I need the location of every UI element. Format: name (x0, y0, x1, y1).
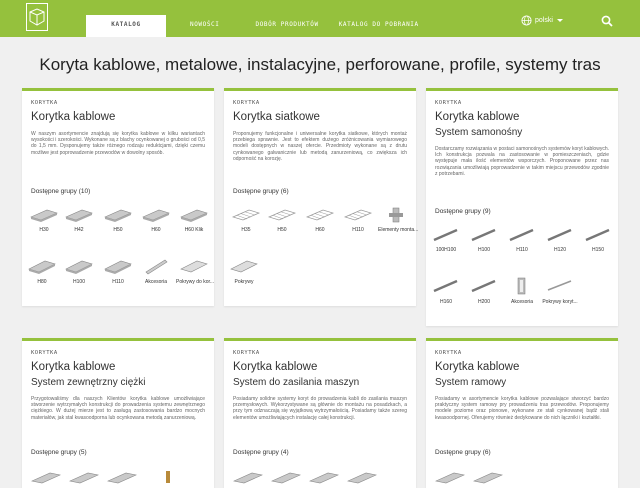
product-label: Pokrywy do kor... (176, 279, 215, 285)
product-label: 100H100 (435, 247, 457, 253)
product-label: Akcesoria (511, 299, 533, 305)
card-description: Posiadamy solidne systemy koryt do prowadzenia kabli do zasilania maszyn przemysłowych. Wykorzystywane są głównie do montażu na posadzkach, a przy tym odznaczają się wyjątkową wytrzymałością. Posiadamy także szereg elementów umożliwiających instalację całej konstrukcji. (233, 396, 407, 421)
product-label: Pokrywy (234, 279, 254, 285)
cable-tray-icon (30, 467, 210, 483)
product-tile[interactable] (542, 277, 578, 306)
groups-count: Dostępne grupy (4) (233, 449, 289, 456)
globe-icon (521, 15, 532, 26)
product-tile[interactable] (61, 207, 97, 234)
language-label: polski (535, 17, 553, 24)
card-subtitle: System zewnętrzny ciężki (31, 377, 146, 388)
product-label: H160 (440, 299, 452, 305)
support-rail-icon (469, 227, 499, 243)
product-tile[interactable] (100, 207, 136, 234)
product-label: H110 (112, 279, 124, 285)
card-category: KORYTKA (435, 350, 462, 356)
support-rail-icon (583, 227, 613, 243)
card-title[interactable]: Korytka kablowe (31, 111, 116, 123)
card-description: Dostarczamy rozwiązania w postaci samonośnych systemów koryt kablowych. Ich konstrukcja pozwala na zastosowanie w pomieszczeniach, gdzie występuje mała ilość elementów wsporczych. Proponowane przez nas rozwiązania umożliwiają poprowadzenie w takim miejscu przewodów zgodnie z potrzebami. (435, 146, 609, 177)
support-rail-icon (545, 227, 575, 243)
cable-tray-icon (179, 207, 209, 223)
nav-dobor-produktow[interactable]: DOBÓR PRODUKTÓW (255, 21, 319, 28)
product-tile[interactable] (61, 257, 97, 286)
language-selector[interactable] (521, 15, 563, 26)
page-title: Koryta kablowe, metalowe, instalacyjne, perforowane, profile, systemy tras (39, 55, 601, 74)
tray-cover-icon (229, 257, 259, 275)
card-description: W naszym asortymencie znajdują się korytka kablowe w kilku wariantach wysokości i szerokości. Wykonane są z blachy ocynkowanej o grubości od 0,5 do 1,5 mm. Dysponujemy także różnego rodzaju reduktcjami, dzięki czemu możliwe jest poprowadzenie przewodów w dowolny sposób. (31, 131, 205, 156)
card-title[interactable]: Korytka kablowe (435, 111, 520, 123)
cable-tray-icon (64, 207, 94, 223)
card-description: Przygotowaliśmy dla naszych Klientów korytka kablowe umożliwiające stworzenie wytrzymałych konstrukcji do prowadzenia systemu zewnętrznego ciężkiego. W dużej mierze jest to zasługą zastosowania bardzo mocnych materiałów, jak stal kwasoodporna lub ocynkowana metodą zanurzeniową. (31, 396, 205, 421)
product-tile[interactable] (138, 207, 174, 234)
card-title[interactable]: Korytka kablowe (233, 361, 318, 373)
product-tile[interactable] (340, 207, 376, 234)
card-title[interactable]: Korytka kablowe (31, 361, 116, 373)
main-nav (86, 15, 419, 37)
cable-tray-icon (232, 467, 412, 483)
card-category: KORYTKA (31, 100, 58, 106)
groups-count: Dostępne grupy (10) (31, 188, 91, 195)
product-tile[interactable] (176, 207, 212, 234)
card-title[interactable]: Korytka kablowe (435, 361, 520, 373)
tray-accessory-icon (141, 257, 171, 275)
cable-tray-icon (29, 207, 59, 223)
product-label: H50 (277, 227, 287, 233)
card-description: Proponujemy funkcjonalne i uniwersalne korytka siatkowe, których montaż przebiega sprawnie. Jest to efektem dużego zróżnicowania wymiarowego modeli dostępnych w naszej ofercie. Przedmioty wykonane są z drutu cynkowanego galwanicznie lub metodą zanurzeniową, co zwiększa ich odporność na korozję. (233, 131, 407, 162)
top-bar (0, 0, 640, 37)
category-card-korytka-kablowe[interactable] (22, 88, 214, 306)
product-label: Pokrywy koryt... (542, 299, 578, 305)
product-label: H80 (37, 279, 47, 285)
chevron-down-icon (557, 19, 563, 22)
card-category: KORYTKA (31, 350, 58, 356)
category-card-system-zasilania[interactable] (224, 338, 416, 488)
product-tile[interactable] (466, 227, 502, 254)
support-rail-icon (507, 227, 537, 243)
cable-tray-icon (103, 257, 133, 275)
wire-tray-icon (305, 207, 335, 223)
product-label: Akcesoria (145, 279, 167, 285)
product-tile[interactable] (466, 277, 502, 306)
product-label: H60 (151, 227, 161, 233)
search-icon[interactable] (601, 15, 613, 27)
support-rail-icon (431, 227, 461, 243)
product-tile[interactable] (226, 257, 262, 286)
product-tile[interactable] (378, 207, 419, 234)
tray-cover-icon (179, 257, 209, 275)
groups-count: Dostępne grupy (6) (435, 449, 491, 456)
wire-tray-icon (267, 207, 297, 223)
cable-tray-icon (434, 467, 614, 483)
product-tile[interactable] (580, 227, 616, 254)
product-label: H100 (73, 279, 85, 285)
card-category: KORYTKA (435, 100, 462, 106)
card-subtitle: System do zasilania maszyn (233, 377, 360, 388)
cable-tray-icon (27, 257, 57, 275)
product-label: H100 (478, 247, 490, 253)
product-label: H150 (592, 247, 604, 253)
product-tile[interactable] (100, 257, 136, 286)
product-label: H60 (315, 227, 325, 233)
cable-tray-logo[interactable] (26, 3, 48, 31)
product-tile[interactable] (302, 207, 338, 234)
product-label: H110 (352, 227, 364, 233)
support-rail-icon (431, 277, 461, 295)
product-label: H120 (554, 247, 566, 253)
product-tile[interactable] (542, 227, 578, 254)
product-tile[interactable] (176, 257, 215, 286)
product-tile[interactable] (504, 277, 540, 306)
product-label: H35 (241, 227, 251, 233)
product-tile[interactable] (228, 207, 264, 234)
product-label: H200 (478, 299, 490, 305)
product-tile[interactable] (138, 257, 174, 286)
category-card-system-samonosny[interactable] (426, 88, 618, 326)
card-subtitle: System samonośny (435, 127, 523, 138)
product-label: H60 Klik (184, 227, 204, 233)
card-category: KORYTKA (233, 100, 260, 106)
category-card-system-zewnetrzny[interactable] (22, 338, 214, 488)
groups-count: Dostępne grupy (6) (233, 188, 289, 195)
card-category: KORYTKA (233, 350, 260, 356)
cable-tray-icon (64, 257, 94, 275)
card-title[interactable]: Korytka siatkowe (233, 111, 320, 123)
product-label: H42 (74, 227, 84, 233)
product-label: H30 (39, 227, 49, 233)
product-label: Elementy monta... (378, 227, 419, 233)
product-tile[interactable] (428, 227, 464, 254)
nav-nowosci[interactable]: NOWOŚCI (190, 21, 220, 28)
card-description: Posiadamy w asortymencie korytka kablowe pozwalające stworzyć bardzo praktyczny system ramowy pry prowadzeniu tras przewodów. Proponujemy modele poziome oraz pionowe, wykonane ze stali cynkowanej bądź stali kwasoodpornej. Oferujemy również dedykowane do nich łączniki i kształtki. (435, 396, 609, 421)
product-tile[interactable] (24, 257, 60, 286)
support-rail-icon (469, 277, 499, 295)
cable-tray-icon (103, 207, 133, 223)
product-tile[interactable] (264, 207, 300, 234)
product-label: H50 (113, 227, 123, 233)
cable-tray-icon (141, 207, 171, 223)
category-card-system-ramowy[interactable] (426, 338, 618, 488)
groups-count: Dostępne grupy (9) (435, 208, 491, 215)
nav-katalog[interactable]: KATALOG (86, 15, 166, 37)
product-label: H110 (516, 247, 528, 253)
category-card-korytka-siatkowe[interactable] (224, 88, 419, 306)
nav-katalog-do-pobrania[interactable]: KATALOG DO POBRANIA (338, 21, 419, 28)
bracket-icon (507, 277, 537, 295)
product-tile[interactable] (504, 227, 540, 254)
card-subtitle: System ramowy (435, 377, 507, 388)
product-tile[interactable] (428, 277, 464, 306)
groups-count: Dostępne grupy (5) (31, 449, 87, 456)
product-tile[interactable] (26, 207, 62, 234)
mounting-element-icon (381, 207, 411, 223)
tray-cover-icon (545, 277, 575, 295)
wire-tray-icon (231, 207, 261, 223)
wire-tray-icon (343, 207, 373, 223)
